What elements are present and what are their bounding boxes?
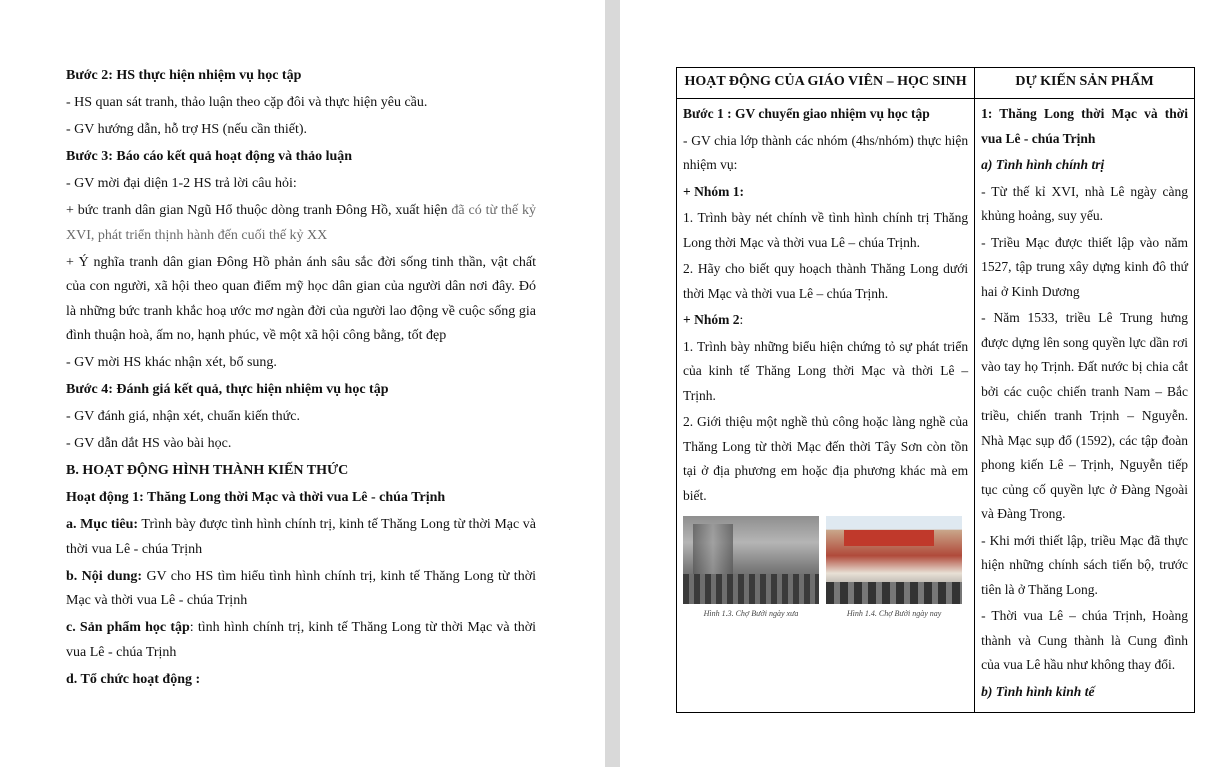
objective-paragraph (66, 513, 536, 562)
text-run: GV cho HS tìm hiểu tình hình chính trị, kinh tế Thăng Long từ thời Mạc và thời vua Lê - chúa Trịnh (66, 568, 536, 608)
product-paragraph (66, 616, 536, 665)
objective-label: a. Mục tiêu: (66, 517, 139, 532)
step4-heading: Bước 4: Đánh giá kết quả, thực hiện nhiệm vụ học tập (66, 382, 389, 397)
left-page-text (66, 64, 536, 695)
cell-paragraph: 2. Hãy cho biết quy hoạch thành Thăng Long dưới thời Mạc và thời vua Lê – chúa Trịnh. (683, 261, 969, 301)
text-run: : (739, 312, 744, 327)
cell-paragraph: - Năm 1533, triều Lê Trung hưng được dựng lên song quyền lực dần rơi vào tay họ Trịnh. Đất nước bị chia cắt bởi các cuộc chiến tranh Nam – Bắc triều, chiến tranh Trịnh – Nguyễn. Nhà Mạc sụp đổ (1592), các tập đoàn phong kiến Lê – Trịnh, Nguyễn tiếp tục củng cố quyền lực ở Đàng Ngoài và Đàng Trong. (981, 310, 1188, 521)
cell-subheading: a) Tình hình chính trị (981, 157, 1105, 172)
paragraph: - GV đánh giá, nhận xét, chuẩn kiến thức. (66, 409, 300, 424)
paragraph: - GV hướng dẫn, hỗ trợ HS (nếu cần thiết). (66, 122, 308, 137)
figure-new-market (826, 516, 962, 620)
new-market-photo (826, 516, 962, 604)
expected-product-cell (975, 99, 1195, 713)
document-page-right (620, 0, 1221, 767)
group1-label: + Nhóm 1: (683, 183, 744, 199)
cell-paragraph: - GV chia lớp thành các nhóm (4hs/nhóm) thực hiện nhiệm vụ: (683, 132, 969, 172)
figure-caption: Hình 1.4. Chợ Bưởi ngày nay (846, 609, 942, 618)
text-run: + bức tranh dân gian Ngũ Hổ thuộc dòng tranh Đông Hồ, xuất hiện (66, 203, 452, 218)
cell-paragraph: Bước 1 : GV chuyển giao nhiệm vụ học tập (683, 106, 930, 121)
cell-paragraph: - Từ thế kỉ XVI, nhà Lê ngày càng khủng hoảng, suy yếu. (981, 183, 1188, 223)
text-run-gray: đã có từ thế kỷ XVI, phát triển thịnh hành đến cuối thế kỷ XX (66, 203, 536, 243)
text-run: : tình hình chính trị, kinh tế Thăng Long từ thời Mạc và thời vua Lê - chúa Trịnh (66, 620, 537, 660)
cell-subheading: b) Tình hình kinh tế (981, 683, 1095, 699)
paragraph: - GV mời HS khác nhận xét, bổ sung. (66, 355, 277, 370)
cell-heading: 1: Thăng Long thời Mạc và thời vua Lê - chúa Trịnh (981, 106, 1188, 146)
cell-paragraph: - Thời vua Lê – chúa Trịnh, Hoàng thành và Cung thành là Cung đình của vua Lê hầu như không thay đổi. (981, 608, 1188, 672)
activity-table (676, 67, 1195, 713)
product-label: c. Sản phẩm học tập (66, 620, 190, 635)
organization-heading: d. Tổ chức hoạt động : (66, 671, 201, 687)
page-gutter (605, 0, 620, 767)
table-row (677, 99, 1195, 713)
document-page-left (0, 0, 605, 767)
paragraph: + Ý nghĩa tranh dân gian Đông Hồ phản ánh sâu sắc đời sống tinh thần, vật chất của con người, xã hội theo quan điểm mỹ học dân gian của người dân nơi đây. Đó là những bức tranh khắc hoạ ước mơ ngàn đời của người lao động về cuộc sống gia đình thuận hoà, ấm no, hạnh phúc, về một xã hội công bằng, tốt đẹp (66, 254, 536, 343)
paragraph (66, 199, 536, 248)
teacher-student-cell (677, 99, 975, 713)
paragraph: - GV dẫn dắt HS vào bài học. (66, 436, 232, 451)
section-b-heading: B. HOẠT ĐỘNG HÌNH THÀNH KIẾN THỨC (66, 463, 349, 478)
step2-heading: Bước 2: HS thực hiện nhiệm vụ học tập (66, 68, 302, 83)
content-paragraph (66, 565, 536, 614)
group2-label: + Nhóm 2 (683, 312, 740, 327)
figures-row (683, 516, 968, 620)
cell-paragraph: 2. Giới thiệu một nghề thủ công hoặc làng nghề của Thăng Long từ thời Mạc đến thời Tây Sơn còn tồn tại ở địa phương em hoặc địa phương khác mà em biết. (683, 414, 969, 503)
figure-old-market (683, 516, 819, 620)
cell-paragraph: 1. Trình bày những biểu hiện chứng tỏ sự phát triển của kinh tế Thăng Long thời Mạc và thời Lê – Trịnh. (683, 338, 969, 403)
cell-paragraph: - Triều Mạc được thiết lập vào năm 1527, tập trung xây dựng kinh đô thứ hai ở Kinh Dương (981, 234, 1188, 299)
content-label: b. Nội dung: (66, 568, 143, 584)
paragraph: - HS quan sát tranh, thảo luận theo cặp đôi và thực hiện yêu cầu. (66, 95, 428, 110)
header-teacher-student: HOẠT ĐỘNG CỦA GIÁO VIÊN – HỌC SINH (677, 68, 975, 99)
paragraph: - GV mời đại diện 1-2 HS trả lời câu hỏi: (66, 176, 297, 191)
figure-caption: Hình 1.3. Chợ Bưởi ngày xưa (703, 609, 799, 618)
cell-paragraph: - Khi mới thiết lập, triều Mạc đã thực hiện những chính sách tiến bộ, trước tiên là ở Thăng Long. (981, 532, 1188, 597)
old-market-photo (683, 516, 819, 604)
header-expected-product: DỰ KIẾN SẢN PHẨM (975, 68, 1195, 99)
text-run: Trình bày được tình hình chính trị, kinh tế Thăng Long từ thời Mạc và thời vua Lê - chúa Trịnh (66, 517, 536, 557)
cell-paragraph: 1. Trình bày nét chính về tình hình chính trị Thăng Long thời Mạc và thời vua Lê – chúa Trịnh. (683, 210, 969, 250)
activity1-heading: Hoạt động 1: Thăng Long thời Mạc và thời vua Lê - chúa Trịnh (66, 490, 446, 505)
group2-paragraph (683, 308, 968, 333)
table-header-row (677, 68, 1195, 99)
step3-heading: Bước 3: Báo cáo kết quả hoạt động và thảo luận (66, 149, 353, 164)
